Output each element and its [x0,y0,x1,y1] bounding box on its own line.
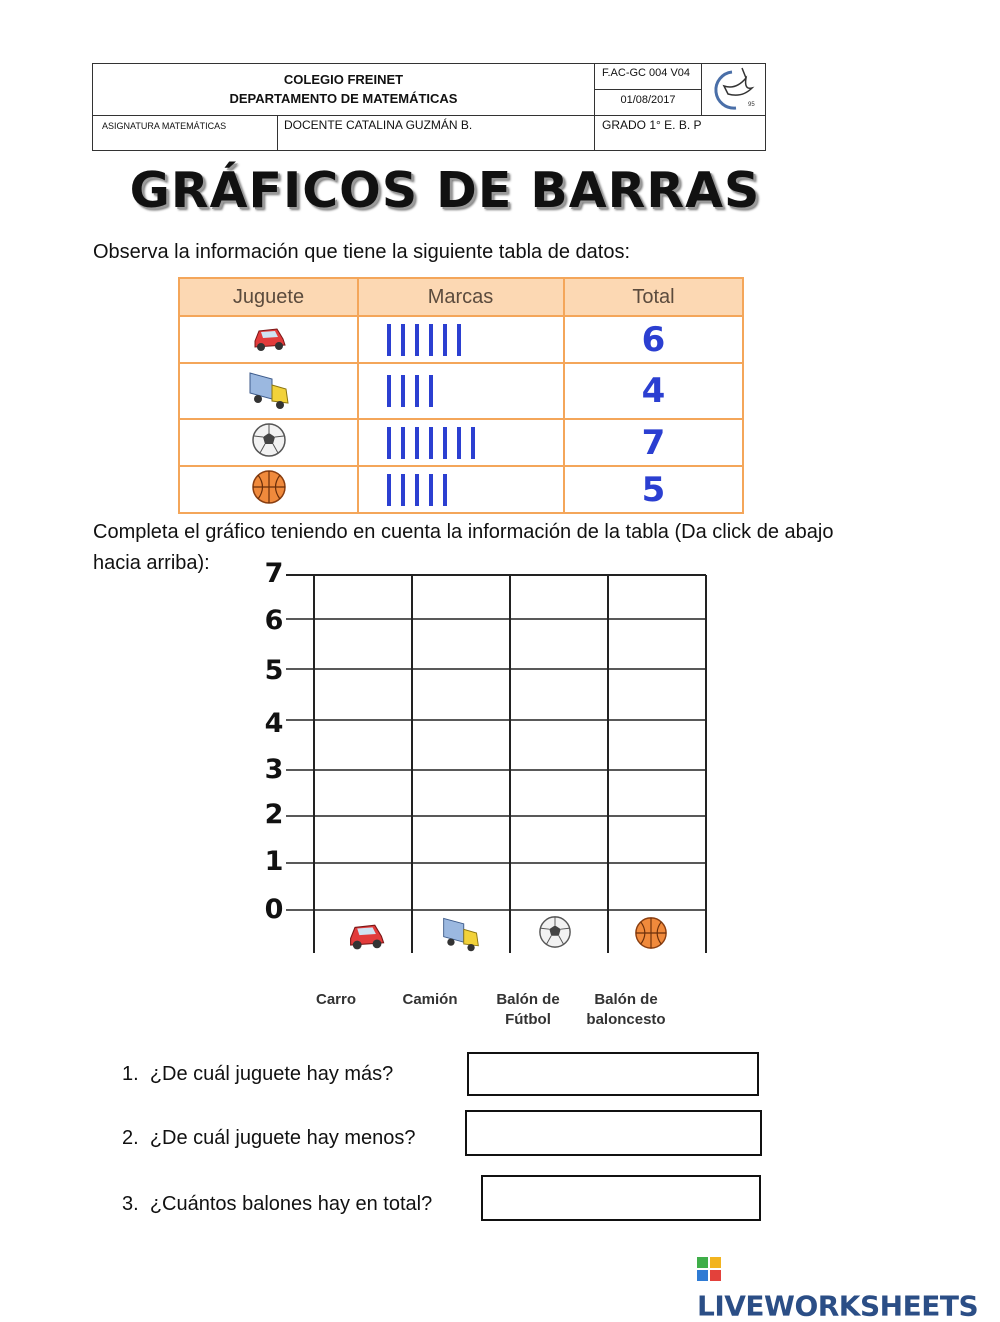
bar-cell-4-2[interactable] [609,817,705,862]
truck-icon [440,912,482,954]
marks-cell [358,363,564,419]
basketball-icon [251,469,287,505]
tally-mark [401,474,405,506]
instruction-chart-line1: Completa el gráfico teniendo en cuenta la información de la tabla (Da click de abajo [93,521,834,543]
tally-mark [443,324,447,356]
marks-cell [358,419,564,466]
tally-mark [387,427,391,459]
document-date: 01/08/2017 [595,90,702,116]
bar-cell-1-2[interactable] [315,817,411,862]
liveworksheets-blocks-icon [697,1255,721,1288]
tally-mark [415,324,419,356]
bar-cell-4-6[interactable] [609,620,705,668]
bar-cell-4-4[interactable] [609,721,705,769]
bar-cell-2-4[interactable] [413,721,509,769]
marks-cell [358,466,564,513]
answer-3-input[interactable] [481,1175,761,1221]
tally-mark [401,427,405,459]
bar-cell-4-1[interactable] [609,864,705,909]
tally-mark [429,324,433,356]
bar-cell-1-7[interactable] [315,576,411,618]
header-total: Total [564,278,743,316]
header-marks: Marcas [358,278,564,316]
liveworksheets-logo: LIVEWORKSHEETS [697,1253,1000,1322]
table-row [179,419,743,466]
tally-mark [471,427,475,459]
y-tick-4: 4 [264,708,284,739]
document-code: F.AC-GC 004 V04 [595,64,702,90]
bar-cell-3-3[interactable] [511,771,607,815]
bar-cell-1-5[interactable] [315,670,411,719]
question-1: 1. ¿De cuál juguete hay más? [122,1063,394,1085]
tally-mark [401,324,405,356]
tally-mark [387,375,391,407]
bar-chart-grid [250,560,720,960]
bar-cell-3-2[interactable] [511,817,607,862]
x-label-camion: Camión [402,991,458,1008]
tally-mark [401,375,405,407]
bar-cell-2-1[interactable] [413,864,509,909]
total-cell: 6 [564,316,743,363]
tally-mark [443,427,447,459]
question-2: 2. ¿De cuál juguete hay menos? [122,1127,416,1149]
bar-cell-2-7[interactable] [413,576,509,618]
bar-cell-3-4[interactable] [511,721,607,769]
tally-mark [415,375,419,407]
y-tick-0: 0 [264,894,284,925]
tally-mark [457,324,461,356]
table-row [179,466,743,513]
tally-mark [387,474,391,506]
tally-mark [429,427,433,459]
bar-cell-1-3[interactable] [315,771,411,815]
data-table [178,277,744,514]
toy-cell [179,316,358,363]
bar-cell-3-5[interactable] [511,670,607,719]
basketball-icon [634,916,668,950]
y-tick-5: 5 [264,655,284,686]
car-icon [344,914,388,954]
bar-cell-1-1[interactable] [315,864,411,909]
question-3: 3. ¿Cuántos balones hay en total? [122,1193,433,1215]
grade-cell: GRADO 1° E. B. P [602,118,702,132]
bar-cell-4-5[interactable] [609,670,705,719]
tally-mark [387,324,391,356]
instruction-table: Observa la información que tiene la siguiente tabla de datos: [93,241,631,263]
tally-mark [429,474,433,506]
subject-cell: ASIGNATURA MATEMÁTICAS [93,116,278,151]
teacher-cell: DOCENTE CATALINA GUZMÁN B. [278,116,595,151]
total-cell: 4 [564,363,743,419]
soccer-ball-icon [538,915,572,949]
bar-cell-2-2[interactable] [413,817,509,862]
y-tick-2: 2 [264,799,284,830]
bar-cell-1-4[interactable] [315,721,411,769]
tally-mark [415,427,419,459]
total-cell: 5 [564,466,743,513]
y-tick-7: 7 [264,558,284,589]
x-label-baloncesto: Balón de baloncesto [586,991,666,1028]
bar-cell-2-5[interactable] [413,670,509,719]
tally-mark [429,375,433,407]
bar-cell-3-1[interactable] [511,864,607,909]
x-label-futbol: Balón de Fútbol [496,991,560,1028]
bar-cell-2-3[interactable] [413,771,509,815]
toy-cell [179,419,358,466]
y-tick-6: 6 [264,605,284,636]
bar-cell-4-7[interactable] [609,576,705,618]
school-logo [702,64,765,116]
instruction-chart-line2: hacia arriba): [93,552,210,574]
soccer-ball-icon [251,422,287,458]
answer-1-input[interactable] [467,1052,759,1096]
bar-cell-3-7[interactable] [511,576,607,618]
tally-mark [457,427,461,459]
bar-cell-4-3[interactable] [609,771,705,815]
school-cell [93,64,595,116]
marks-cell [358,316,564,363]
x-label-carro: Carro [315,991,356,1008]
tally-mark [415,474,419,506]
department-name: DEPARTAMENTO DE MATEMÁTICAS [229,91,458,106]
answer-2-input[interactable] [465,1110,762,1156]
bar-cell-3-6[interactable] [511,620,607,668]
bar-cell-1-6[interactable] [315,620,411,668]
table-row [179,363,743,419]
truck-icon [246,367,292,411]
header-toy: Juguete [179,278,358,316]
document-header [92,63,766,151]
y-tick-1: 1 [264,846,284,877]
dove-logo-icon [702,64,762,114]
table-row [179,316,743,363]
toy-cell [179,363,358,419]
page-title: GRÁFICOS DE BARRAS [129,162,761,219]
y-tick-3: 3 [264,754,284,785]
total-cell: 7 [564,419,743,466]
tally-mark [443,474,447,506]
car-icon [249,321,289,353]
toy-cell [179,466,358,513]
school-name: COLEGIO FREINET [283,72,404,87]
bar-cell-2-6[interactable] [413,620,509,668]
svg-text:95: 95 [748,102,755,108]
